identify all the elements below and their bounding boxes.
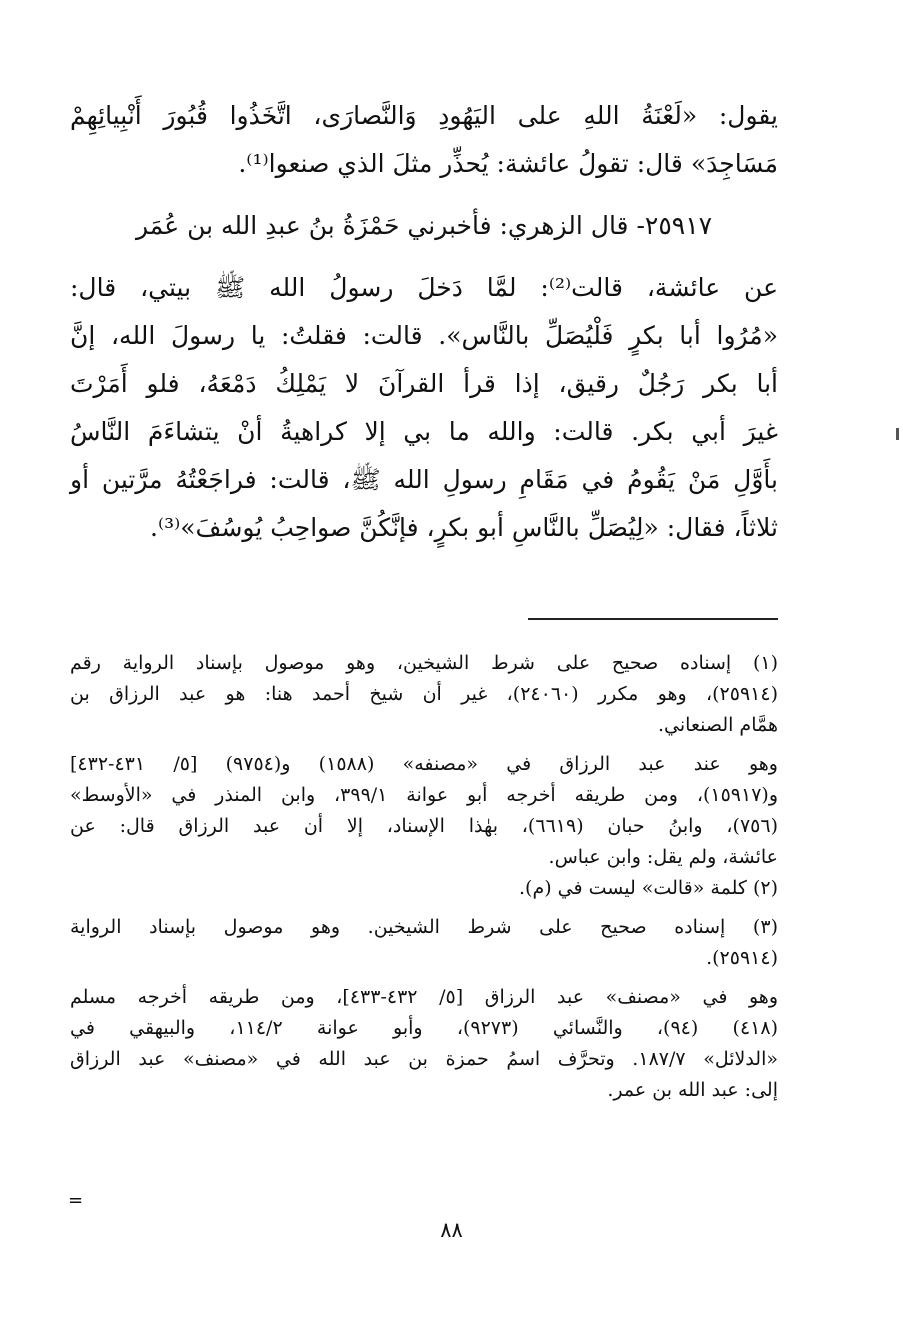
main-text-line: ثلاثاً، فقال: «لِيُصَلِّ بالنَّاسِ أبو بكرٍ، فإنَّكُنَّ صواحِبُ يُوسُفَ»⁽³⁾. — [150, 513, 778, 542]
main-text-line: أبا بكر رَجُلٌ رقيق، إذا قرأ القرآنَ لا يَمْلِكُ دَمْعَهُ، فلو أَمَرْتَ — [70, 369, 778, 398]
footnote-line: عائشة، ولم يقل: وابن عباس. — [548, 846, 778, 868]
main-text-line: غيرَ أبي بكر. قالت: والله ما بي إلا كراهيةُ أنْ يتشاءَمَ النَّاسُ — [70, 417, 778, 446]
footnote-line: همَّام الصنعاني. — [658, 714, 778, 736]
scan-edge-mark — [896, 428, 899, 440]
footnote-line: (٣) إسناده صحيح على شرط الشيخين. وهو موصول بإسناد الرواية — [70, 916, 778, 938]
main-text-line: بأَوَّلِ مَنْ يَقُومُ في مَقَامِ رسولِ الله ﷺ، قالت: فراجَعْتُهُ مرَّتين أو — [70, 465, 778, 494]
footnote-line: و(١٥٩١٧)، ومن طريقه أخرجه أبو عوانة ٣٩٩/١، وابن المنذر في «الأوسط» — [70, 784, 778, 806]
hadith-number-line: ٢٥٩١٧- قال الزهري: فأخبرني حَمْزَةُ بنُ عبدِ الله بن عُمَر — [135, 211, 713, 240]
footnote-line: (١) إسناده صحيح على شرط الشيخين، وهو موصول بإسناد الرواية رقم — [70, 652, 778, 674]
main-text-line: مَسَاجِدَ» قال: تقولُ عائشة: يُحذِّر مثلَ الذي صنعوا⁽¹⁾. — [238, 149, 778, 178]
main-text — [70, 92, 778, 552]
footnote-line: (٢٥٩١٤). — [706, 947, 778, 969]
page-number: ٨٨ — [440, 1218, 463, 1242]
footnote-line: (٤١٨) (٩٤)، والنَّسائي (٩٢٧٣)، وأبو عوانة ١١٤/٢، والبيهقي في — [70, 1017, 778, 1039]
footnote-line: (٧٥٦)، وابنُ حبان (٦٦١٩)، بهٰذا الإسناد، إلا أن عبد الرزاق قال: عن — [70, 815, 778, 837]
main-text-line: عن عائشة، قالت⁽²⁾: لمَّا دَخلَ رسولُ الله ﷺ بيتي، قال: — [70, 273, 778, 302]
footnote-line: وهو في «مصنف» عبد الرزاق [٥/ ٤٣٢-٤٣٣]، ومن طريقه أخرجه مسلم — [70, 986, 779, 1008]
footnote-line: وهو عند عبد الرزاق في «مصنفه» (١٥٨٨) و(٩٧٥٤) [٥/ ٤٣١-٤٣٢] — [70, 753, 778, 775]
footnote-separator — [528, 618, 778, 620]
main-text-line: يقول: «لَعْنَةُ اللهِ على اليَهُودِ وَالنَّصارَى، اتَّخَذُوا قُبُورَ أَنْبِيائِهِمْ — [70, 101, 778, 130]
continuation-mark: = — [68, 1190, 84, 1211]
footnote-line: إلى: عبد الله بن عمر. — [607, 1079, 778, 1101]
main-text-line: «مُرُوا أبا بكرٍ فَلْيُصَلِّ بالنَّاس». قالت: فقلتُ: يا رسولَ الله، إنَّ — [70, 321, 778, 350]
footnote-line: (٢٥٩١٤)، وهو مكرر (٢٤٠٦٠)، غير أن شيخ أحمد هنا: هو عبد الرزاق بن — [70, 683, 778, 705]
footnote-line: «الدلائل» ١٨٧/٧. وتحرَّف اسمُ حمزة بن عبد الله في «مصنف» عبد الرزاق — [70, 1048, 779, 1070]
footnote-line: (٢) كلمة «قالت» ليست في (م). — [519, 877, 778, 899]
footnotes — [70, 648, 778, 1106]
